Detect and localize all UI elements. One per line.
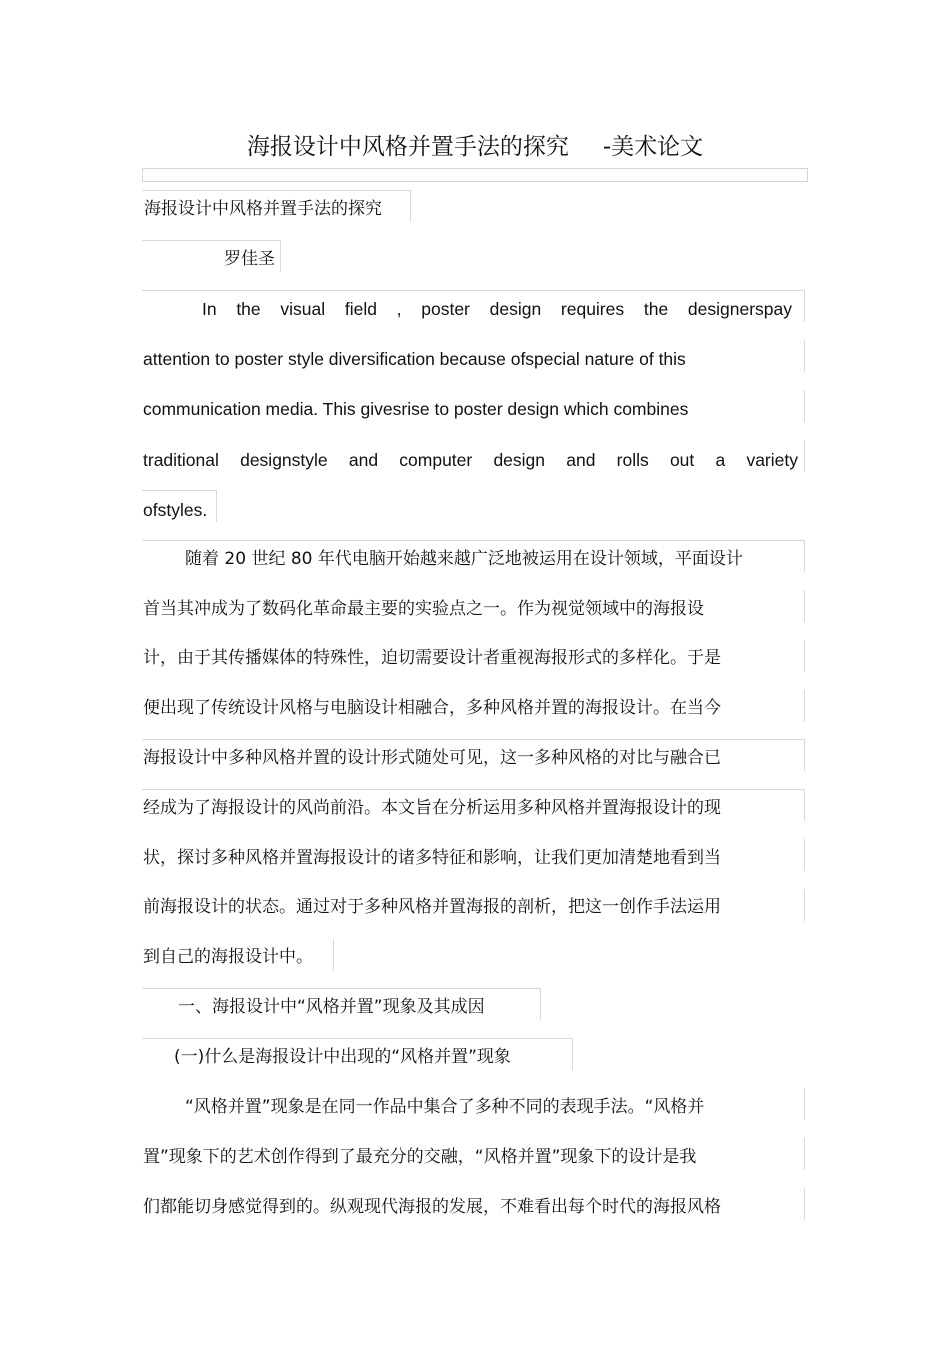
body-line: 置”现象下的艺术创作得到了最充分的交融，“风格并置”现象下的设计是我 [143, 1147, 697, 1167]
frame-line [804, 739, 805, 771]
intro-line: 状，探讨多种风格并置海报设计的诸多特征和影响，让我们更加清楚地看到当 [143, 848, 721, 868]
abstract-line: attention to poster style diversification because ofspecial nature of this [143, 349, 686, 369]
frame-line [142, 290, 804, 291]
frame-line [142, 739, 804, 740]
intro-line: 首当其冲成为了数码化革命最主要的实验点之一。作为视觉领域中的海报设 [143, 599, 704, 619]
abstract-line: traditional designstyle and computer design and rolls out a variety [143, 450, 798, 470]
intro-line: 到自己的海报设计中。 [143, 947, 313, 967]
frame-line [142, 988, 540, 989]
frame-line [333, 939, 334, 971]
frame-line [540, 988, 541, 1020]
frame-line [804, 789, 805, 821]
frame-line [142, 490, 216, 491]
frame-line [142, 540, 804, 541]
title-main: 海报设计中风格并置手法的探究 [246, 134, 569, 160]
intro-line: 海报设计中多种风格并置的设计形式随处可见，这一多种风格的对比与融合已 [143, 748, 721, 768]
intro-line: 计，由于其传播媒体的特殊性，迫切需要设计者重视海报形式的多样化。于是 [143, 648, 721, 668]
frame-line [142, 1038, 572, 1039]
section-heading: 一、海报设计中“风格并置”现象及其成因 [178, 997, 485, 1017]
document-title [0, 132, 950, 162]
frame-line [572, 1038, 573, 1070]
body-line: 们都能切身感觉得到的。纵观现代海报的发展，不难看出每个时代的海报风格 [143, 1197, 721, 1217]
frame-line [804, 839, 805, 871]
frame-line [804, 440, 805, 472]
frame-line [804, 1138, 805, 1170]
body-line: “风格并置”现象是在同一作品中集合了多种不同的表现手法。“风格并 [185, 1097, 705, 1117]
document-subtitle: 海报设计中风格并置手法的探究 [144, 199, 382, 219]
frame-line [804, 540, 805, 572]
frame-line [280, 240, 281, 272]
title-suffix: -美术论文 [602, 134, 704, 160]
frame-line [142, 789, 804, 790]
frame-line [142, 240, 280, 241]
intro-line: 经成为了海报设计的风尚前沿。本文旨在分析运用多种风格并置海报设计的现 [143, 798, 721, 818]
abstract-line: ofstyles. [143, 500, 208, 520]
frame-line [804, 340, 805, 372]
frame-line [804, 1088, 805, 1120]
intro-line: 前海报设计的状态。通过对于多种风格并置海报的剖析，把这一创作手法运用 [143, 897, 721, 917]
frame-line [804, 590, 805, 622]
frame-line [804, 290, 805, 322]
frame-line [804, 690, 805, 722]
frame-line [410, 190, 411, 222]
frame-line [804, 1188, 805, 1220]
author-name: 罗佳圣 [224, 249, 275, 269]
intro-line: 便出现了传统设计风格与电脑设计相融合，多种风格并置的海报设计。在当今 [143, 698, 721, 718]
abstract-line: In the visual field , poster design requires the designerspay [202, 299, 792, 319]
frame-line [804, 390, 805, 422]
subsection-heading: (一)什么是海报设计中出现的“风格并置”现象 [174, 1047, 511, 1067]
frame-line [142, 190, 410, 191]
intro-line: 随着 20 世纪 80 年代电脑开始越来越广泛地被运用在设计领域，平面设计 [185, 549, 743, 569]
frame-line [804, 640, 805, 672]
frame-line [216, 490, 217, 522]
title-underline-box [142, 168, 808, 182]
frame-line [804, 889, 805, 921]
abstract-line: communication media. This givesrise to poster design which combines [143, 399, 689, 419]
